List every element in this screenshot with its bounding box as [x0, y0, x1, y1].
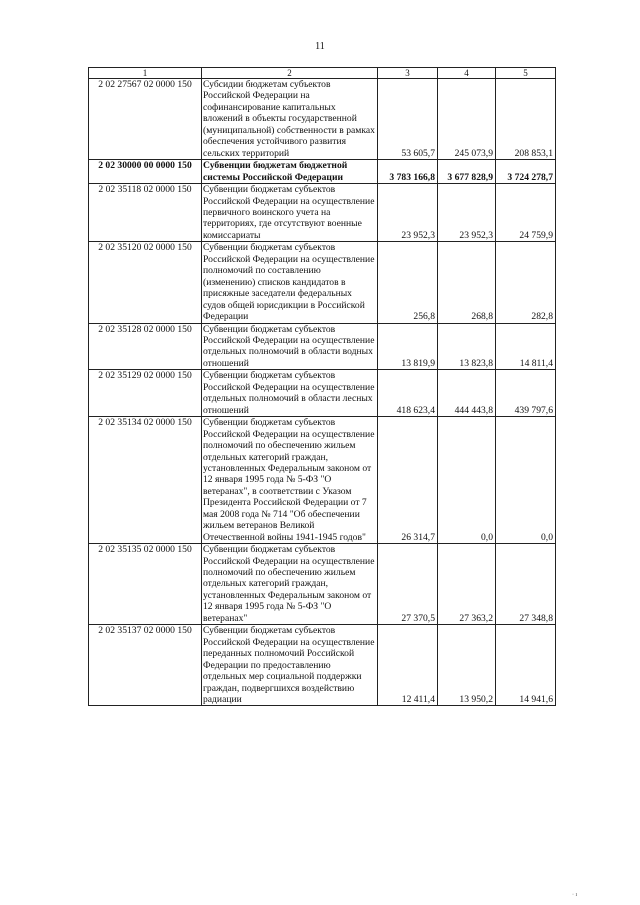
item-name: Субвенции бюджетам субъектов Российской Федерации на осуществление первичного воинского учета на территориях, где отсутствуют военные комиссариаты: [202, 184, 378, 242]
column-number: 4: [438, 68, 496, 79]
table-row: [89, 370, 556, 417]
budget-code: 2 02 35134 02 0000 150: [89, 417, 202, 544]
scan-mark: · ı: [572, 892, 578, 898]
amount-year-1: 26 314,7: [378, 417, 438, 544]
budget-code: 2 02 30000 00 0000 150: [89, 160, 202, 184]
amount-year-2: 0,0: [438, 417, 496, 544]
amount-year-2: 23 952,3: [438, 184, 496, 242]
amount-year-1: 13 819,9: [378, 323, 438, 370]
amount-year-2: 13 823,8: [438, 323, 496, 370]
amount-year-3: 27 348,8: [496, 544, 556, 625]
budget-code: 2 02 35137 02 0000 150: [89, 625, 202, 706]
amount-year-3: 14 811,4: [496, 323, 556, 370]
amount-year-3: 0,0: [496, 417, 556, 544]
amount-year-3: 24 759,9: [496, 184, 556, 242]
budget-code: 2 02 35128 02 0000 150: [89, 323, 202, 370]
column-number-row: [89, 68, 556, 79]
amount-year-1: 3 783 166,8: [378, 160, 438, 184]
item-name: Субвенции бюджетам субъектов Российской Федерации на осуществление отдельных полномочий в области лесных отношений: [202, 370, 378, 417]
amount-year-2: 27 363,2: [438, 544, 496, 625]
amount-year-1: 53 605,7: [378, 79, 438, 160]
item-name: Субвенции бюджетам субъектов Российской Федерации на осуществление переданных полномочий Российской Федерации по предоставлению отдельных мер социальной поддержки граждан, подвергшихся воздействию радиации: [202, 625, 378, 706]
amount-year-3: 3 724 278,7: [496, 160, 556, 184]
item-name: Субвенции бюджетам субъектов Российской Федерации на осуществление полномочий по составлению (изменению) списков кандидатов в присяжные заседатели федеральных судов общей юрисдикции в Российской Федерации: [202, 242, 378, 323]
table-row-total: [89, 160, 556, 184]
amount-year-1: 12 411,4: [378, 625, 438, 706]
budget-table: [88, 67, 556, 706]
amount-year-3: 14 941,6: [496, 625, 556, 706]
table-row: [89, 242, 556, 323]
item-name: Субвенции бюджетам субъектов Российской Федерации на осуществление полномочий по обеспечению жильем отдельных категорий граждан, установленных Федеральным законом от 12 января 1995 года № 5-ФЗ "О ветеранах": [202, 544, 378, 625]
amount-year-1: 256,8: [378, 242, 438, 323]
amount-year-2: 13 950,2: [438, 625, 496, 706]
item-name: Субсидии бюджетам субъектов Российской Федерации на софинансирование капитальных вложений в объекты государственной (муниципальной) собственности в рамках обеспечения устойчивого развития сельских территорий: [202, 79, 378, 160]
amount-year-3: 282,8: [496, 242, 556, 323]
column-number: 2: [202, 68, 378, 79]
budget-code: 2 02 27567 02 0000 150: [89, 79, 202, 160]
budget-code: 2 02 35129 02 0000 150: [89, 370, 202, 417]
amount-year-1: 418 623,4: [378, 370, 438, 417]
item-name: Субвенции бюджетам бюджетной системы Российской Федерации: [202, 160, 378, 184]
amount-year-2: 444 443,8: [438, 370, 496, 417]
amount-year-3: 208 853,1: [496, 79, 556, 160]
budget-code: 2 02 35135 02 0000 150: [89, 544, 202, 625]
table-row: [89, 79, 556, 160]
table-row: [89, 625, 556, 706]
column-number: 3: [378, 68, 438, 79]
column-number: 1: [89, 68, 202, 79]
item-name: Субвенции бюджетам субъектов Российской Федерации на осуществление полномочий по обеспечению жильем отдельных категорий граждан, установленных Федеральным законом от 12 января 1995 года № 5-ФЗ "О ветеранах", в соответствии с Указом Президента Российской Федерации от 7 мая 2008 года № 714 "Об обеспечении жильем ветеранов Великой Отечественной войны 1941-1945 годов": [202, 417, 378, 544]
budget-code: 2 02 35120 02 0000 150: [89, 242, 202, 323]
amount-year-1: 27 370,5: [378, 544, 438, 625]
amount-year-3: 439 797,6: [496, 370, 556, 417]
budget-code: 2 02 35118 02 0000 150: [89, 184, 202, 242]
table-row: [89, 417, 556, 544]
table-row: [89, 323, 556, 370]
amount-year-2: 3 677 828,9: [438, 160, 496, 184]
table-row: [89, 544, 556, 625]
page-number: 11: [315, 41, 325, 52]
column-number: 5: [496, 68, 556, 79]
amount-year-2: 245 073,9: [438, 79, 496, 160]
item-name: Субвенции бюджетам субъектов Российской Федерации на осуществление отдельных полномочий в области водных отношений: [202, 323, 378, 370]
amount-year-1: 23 952,3: [378, 184, 438, 242]
amount-year-2: 268,8: [438, 242, 496, 323]
table-row: [89, 184, 556, 242]
